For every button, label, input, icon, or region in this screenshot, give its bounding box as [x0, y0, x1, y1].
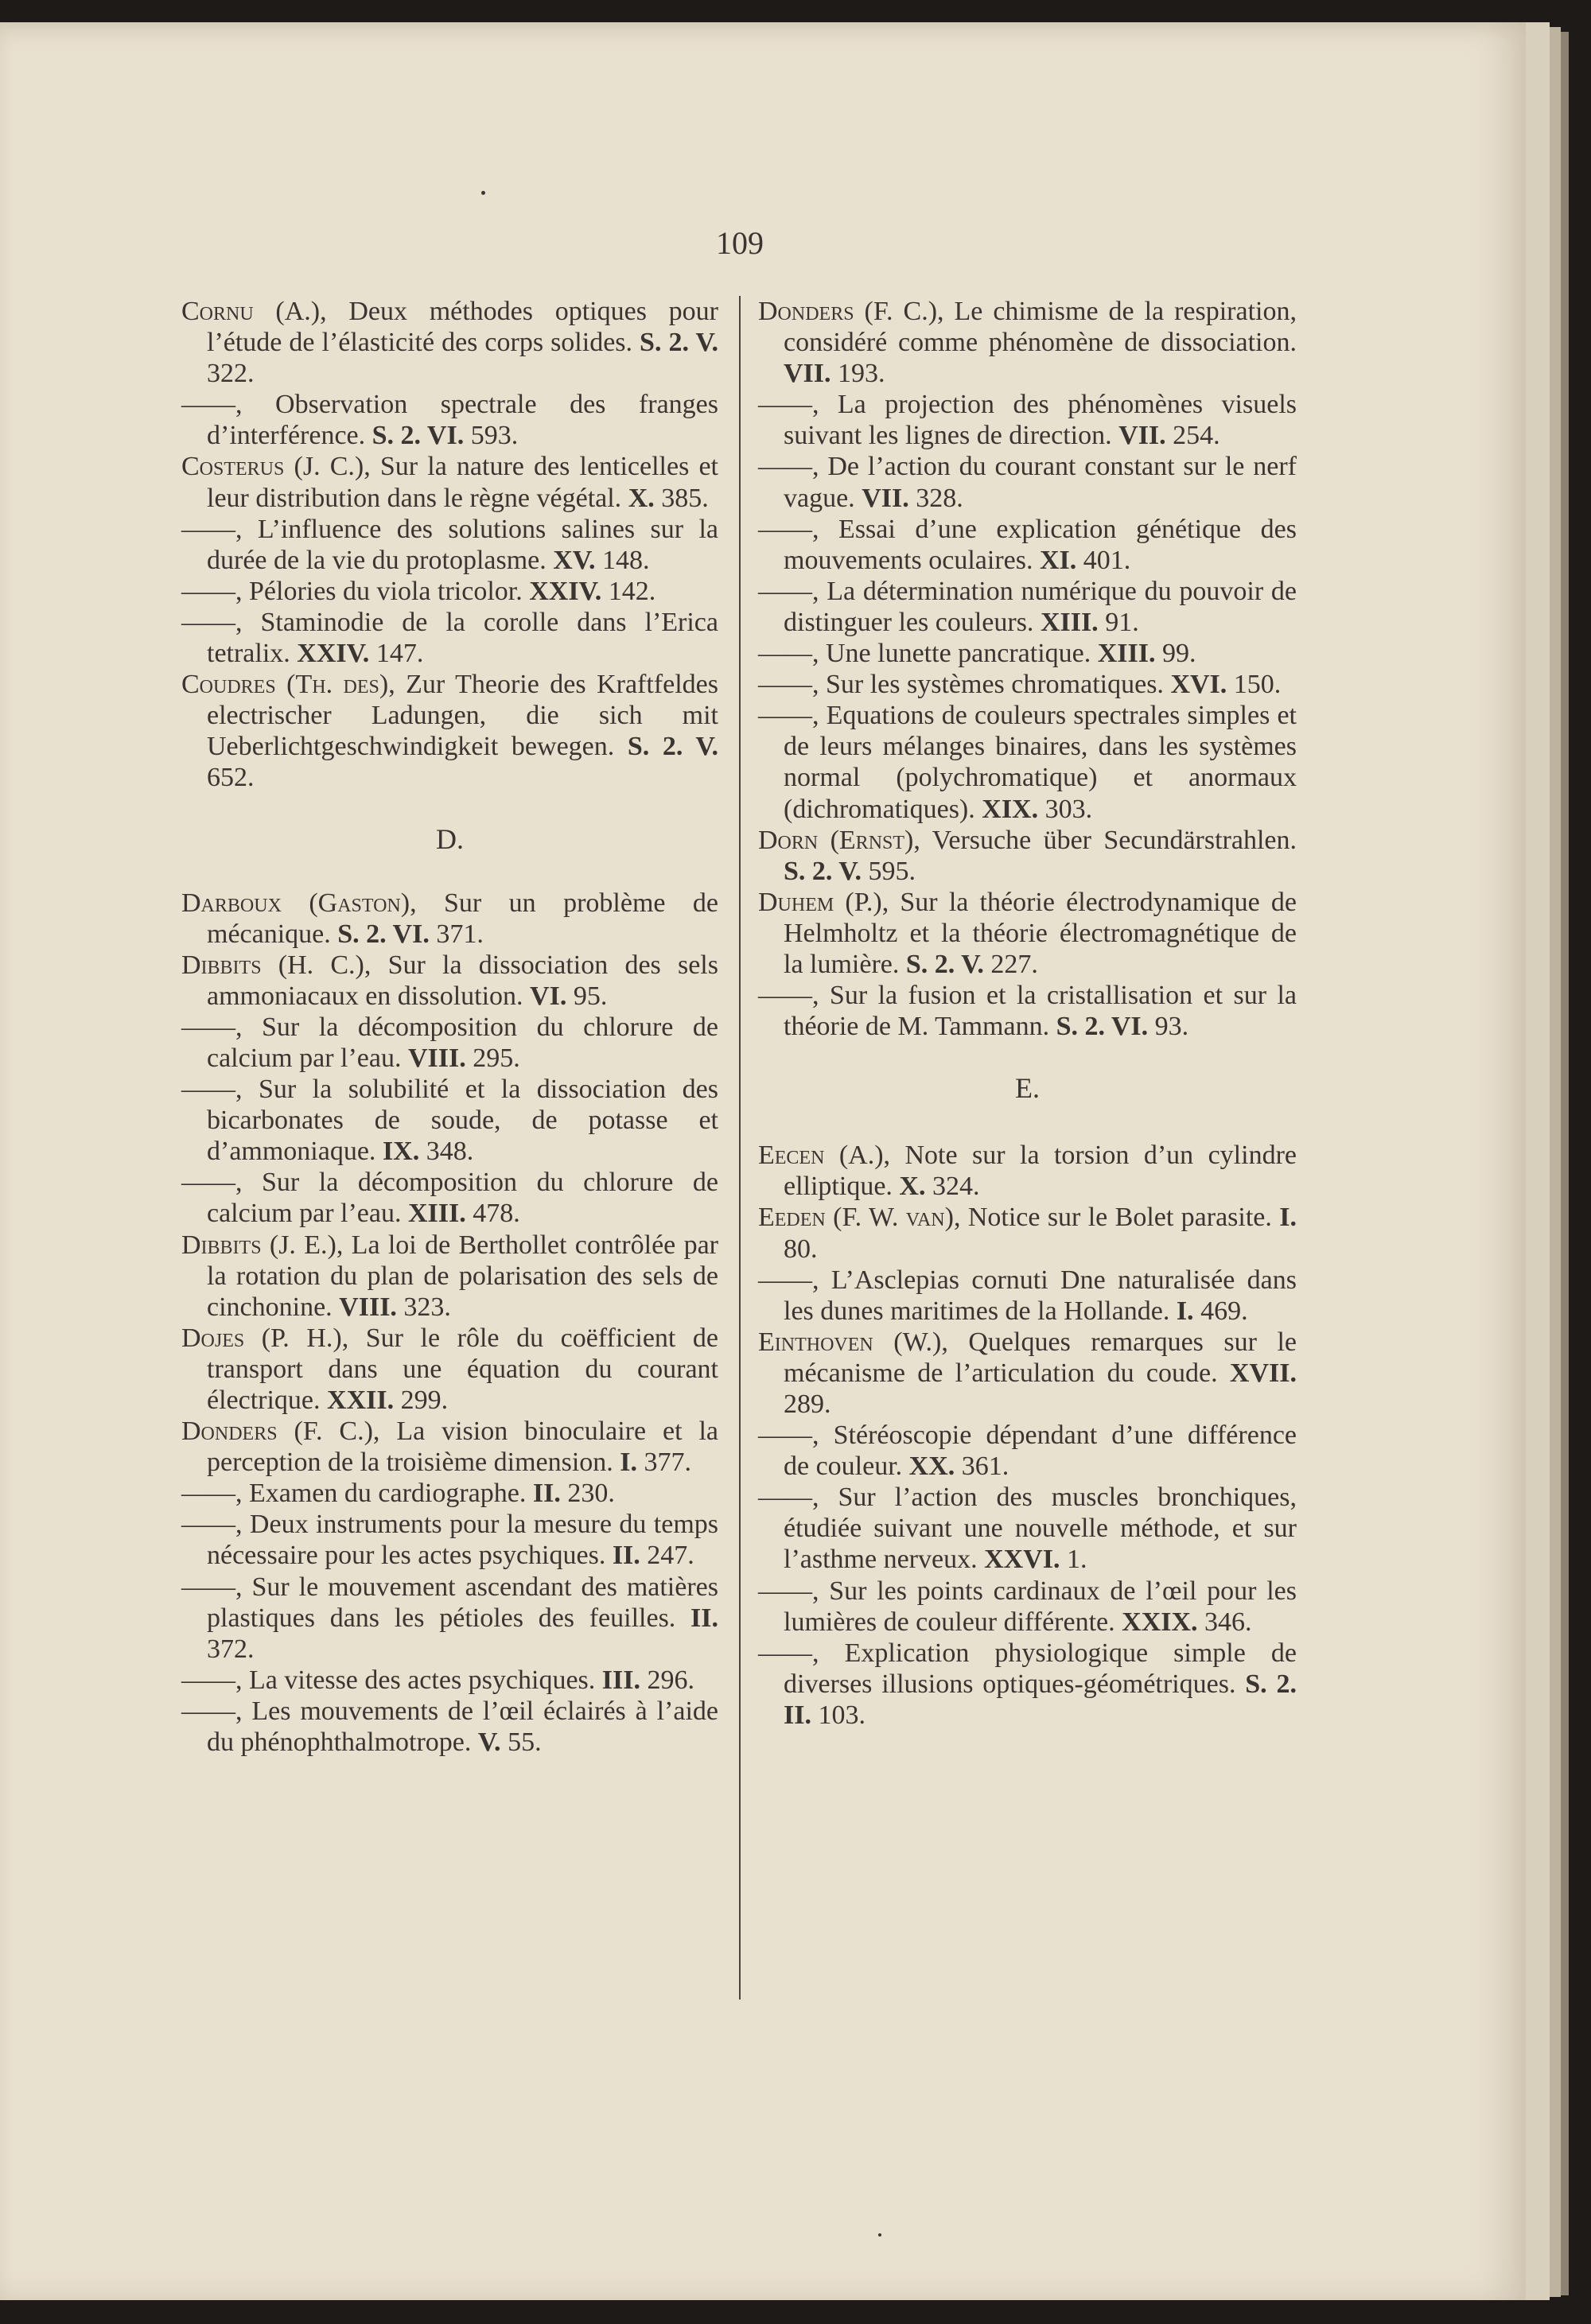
entry-author: ——,	[181, 1510, 243, 1540]
page-number: 109	[716, 225, 764, 261]
entry-author: ——,	[181, 1075, 243, 1105]
entry-page: 346.	[1197, 1607, 1252, 1637]
entry-author: ——,	[758, 1265, 819, 1295]
entry-page: 469.	[1193, 1296, 1248, 1326]
entry-title: Observation spectrale des franges d’interférence.	[207, 390, 718, 451]
entry-author: Cornu (A.),	[181, 297, 327, 326]
entry-reference: XXIX.	[1122, 1607, 1198, 1637]
entry-page: 289.	[784, 1389, 831, 1419]
entry-reference: X.	[899, 1172, 926, 1202]
entry-author: Darboux (Gaston),	[181, 888, 417, 918]
entry-author: ——,	[758, 1483, 819, 1513]
entry-reference: S. 2. V.	[640, 328, 719, 358]
entry-reference: II.	[690, 1603, 718, 1633]
entry-author: Eecen (A.),	[758, 1141, 891, 1171]
index-entry	[181, 1323, 718, 1416]
entry-list-c	[181, 296, 718, 794]
index-entry	[758, 1576, 1297, 1638]
entry-page: 80.	[784, 1234, 818, 1264]
entry-reference: XXII.	[327, 1385, 395, 1415]
entry-page: 95.	[566, 981, 608, 1011]
entry-author: ——,	[758, 514, 819, 544]
entry-title: Sur la théorie électrodynamique de Helmholtz et la théorie électromagnétique de la lumière.	[784, 887, 1297, 979]
entry-page: 372.	[207, 1634, 255, 1664]
entry-author: ——,	[181, 1665, 243, 1695]
entry-title: Stéréoscopie dépendant d’une différence de couleur.	[784, 1420, 1297, 1482]
entry-author: Dojes (P. H.),	[181, 1323, 349, 1353]
index-entry	[181, 1509, 718, 1571]
entry-title: Sur l’action des muscles bronchiques, étudiée suivant une nouvelle méthode, et sur l’asthme nerveux.	[784, 1483, 1297, 1575]
entry-page: 147.	[369, 639, 424, 669]
entry-page: 593.	[464, 421, 519, 451]
entry-reference: XXIV.	[529, 576, 602, 606]
index-entry	[758, 514, 1297, 576]
entry-page: 254.	[1165, 421, 1220, 451]
entry-page: 296.	[640, 1665, 694, 1695]
entry-reference: XIII.	[1040, 607, 1099, 637]
entry-page: 303.	[1038, 794, 1093, 824]
entry-title: Sur le mouvement ascendant des matières plastiques dans les pétioles des feuilles.	[207, 1572, 718, 1633]
index-entry	[758, 1420, 1297, 1482]
entry-reference: XIII.	[1097, 639, 1156, 669]
entry-reference: II.	[532, 1479, 561, 1509]
index-entry	[181, 1167, 718, 1229]
entry-page: 295.	[465, 1043, 520, 1073]
entry-title: Sur la dissociation des sels ammoniacaux en dissolution.	[207, 950, 718, 1011]
page-edge	[1526, 22, 1550, 2300]
entry-author: ——,	[181, 1168, 243, 1198]
entry-author: ——,	[181, 576, 243, 606]
entry-reference: XXIV.	[297, 639, 370, 669]
page-edge	[1550, 27, 1561, 2297]
entry-list-d-continued	[758, 296, 1297, 1042]
entry-page: 348.	[419, 1137, 474, 1167]
index-entry	[758, 296, 1297, 389]
index-entry	[758, 638, 1297, 669]
entry-reference: XXVI.	[984, 1545, 1060, 1575]
entry-page: 323.	[396, 1292, 451, 1322]
index-entry	[181, 1696, 718, 1758]
entry-page: 150.	[1227, 670, 1282, 700]
entry-title: La loi de Berthollet contrôlée par la rotation du plan de polarisation des sels de cinchonine.	[207, 1230, 718, 1322]
entry-reference: VI.	[530, 981, 567, 1011]
entry-title: Deux instruments pour la mesure du temps nécessaire pour les actes psychiques.	[207, 1510, 718, 1571]
entry-page: 328.	[908, 483, 963, 513]
entry-author: ——,	[181, 1012, 243, 1042]
entry-page: 55.	[500, 1727, 542, 1758]
index-entry	[181, 1416, 718, 1478]
entry-list-e	[758, 1140, 1297, 1731]
index-entry	[181, 296, 718, 389]
entry-title: Sur la solubilité et la dissociation des bicarbonates de soude, de potasse et d’ammoniaque.	[207, 1075, 718, 1167]
index-entry	[758, 980, 1297, 1042]
entry-reference: II.	[612, 1541, 640, 1571]
entry-author: ——,	[758, 452, 819, 482]
entry-page: 247.	[640, 1541, 694, 1571]
entry-reference: X.	[628, 483, 655, 513]
entry-title: Versuche über Secundärstrahlen.	[920, 825, 1297, 855]
index-entry	[758, 389, 1297, 451]
entry-page: 91.	[1098, 607, 1139, 637]
entry-title: Sur la décomposition du chlorure de calcium par l’eau.	[207, 1168, 718, 1229]
index-entry	[181, 1665, 718, 1696]
entry-title: Examen du cardiographe.	[242, 1479, 533, 1509]
entry-author: ——,	[758, 670, 819, 700]
entry-author: ——,	[758, 981, 819, 1011]
entry-page: 103.	[811, 1700, 866, 1730]
entry-page: 371.	[429, 919, 484, 949]
entry-reference: S. 2. V.	[627, 732, 718, 762]
index-entry	[758, 1140, 1297, 1202]
entry-author: Costerus (J. C.),	[181, 452, 371, 482]
entry-author: Dibbits (H. C.),	[181, 950, 371, 980]
entry-page: 385.	[654, 483, 709, 513]
index-entry	[758, 1265, 1297, 1327]
entry-page: 361.	[955, 1452, 1009, 1482]
entry-reference: V.	[477, 1727, 501, 1758]
entry-title: Sur un problème de mécanique.	[207, 888, 718, 949]
entry-reference: S. 2. V.	[905, 949, 984, 979]
entry-author: ——,	[758, 701, 819, 731]
column-divider	[739, 296, 741, 1999]
entry-author: Dorn (Ernst),	[758, 825, 920, 855]
entry-author: Einthoven (W.),	[758, 1327, 948, 1357]
index-entry	[181, 950, 718, 1012]
entry-reference: I.	[1176, 1296, 1194, 1326]
entry-page: 93.	[1148, 1012, 1189, 1042]
entry-title: Deux méthodes optiques pour l’étude de l’élasticité des corps solides.	[207, 297, 718, 358]
section-heading-d: D.	[436, 822, 464, 855]
entry-page: 324.	[925, 1172, 980, 1202]
entry-title: Le chimisme de la respiration, considéré comme phénomène de dissociation.	[784, 297, 1297, 358]
entry-title: Sur la fusion et la cristallisation et sur la théorie de M. Tammann.	[784, 981, 1297, 1042]
entry-reference: VIII.	[407, 1043, 466, 1073]
entry-reference: IX.	[382, 1137, 420, 1167]
paper-speck	[481, 191, 485, 195]
entry-title: La détermination numérique du pouvoir de distinguer les couleurs.	[784, 576, 1297, 637]
index-entry	[181, 888, 718, 950]
entry-page: 652.	[207, 763, 255, 793]
entry-list-d	[181, 888, 718, 1759]
entry-title: L’Asclepias cornuti Dne naturalisée dans les dunes maritimes de la Hollande.	[784, 1265, 1297, 1326]
index-entry	[758, 451, 1297, 513]
entry-author: Dibbits (J. E.),	[181, 1230, 344, 1260]
entry-page: 142.	[601, 576, 656, 606]
entry-reference: III.	[601, 1665, 640, 1695]
index-entry	[758, 576, 1297, 638]
index-entry	[181, 514, 718, 576]
index-entry	[181, 607, 718, 669]
entry-title: Les mouvements de l’œil éclairés à l’aide du phénophthalmotrope.	[207, 1696, 718, 1758]
entry-author: Eeden (F. W. van),	[758, 1203, 961, 1233]
entry-author: Donders (F. C.),	[758, 297, 944, 326]
entry-author: ——,	[181, 1696, 243, 1726]
entry-author: ——,	[758, 639, 819, 669]
entry-reference: XX.	[908, 1452, 955, 1482]
index-entry	[758, 825, 1297, 887]
section-heading-e: E.	[1015, 1072, 1040, 1105]
entry-reference: XVI.	[1170, 670, 1227, 700]
entry-page: 377.	[637, 1448, 692, 1478]
entry-author: Donders (F. C.),	[181, 1417, 380, 1447]
entry-page: 148.	[595, 545, 650, 575]
entry-author: Coudres (Th. des),	[181, 670, 395, 700]
entry-reference: I.	[620, 1448, 638, 1478]
entry-title: Zur Theorie des Kraftfeldes electrischer Ladungen, die sich mit Ueberlichtgeschwindigkeit bewegen.	[207, 670, 718, 762]
entry-author: ——,	[758, 1420, 819, 1451]
entry-reference: S. 2. VI.	[371, 421, 465, 451]
entry-author: ——,	[181, 607, 243, 637]
entry-reference: XV.	[553, 545, 596, 575]
index-entry	[758, 669, 1297, 700]
entry-title: Sur la nature des lenticelles et leur distribution dans le règne végétal.	[207, 452, 719, 513]
entry-title: Une lunette pancratique.	[819, 639, 1098, 669]
entry-title: Staminodie de la corolle dans l’Erica tetralix.	[207, 607, 718, 669]
entry-title: Equations de couleurs spectrales simples et de leurs mélanges binaires, dans les systèmes normal (polychromatique) et anormaux (dichromatiques).	[784, 701, 1297, 824]
entry-page: 227.	[983, 949, 1038, 979]
entry-author: ——,	[758, 1638, 819, 1668]
entry-title: De l’action du courant constant sur le nerf vague.	[784, 452, 1297, 513]
entry-reference: VII.	[784, 359, 831, 389]
entry-reference: S. 2. II.	[784, 1669, 1297, 1730]
index-entry	[758, 700, 1297, 824]
entry-page: 322.	[207, 359, 255, 389]
entry-page: 230.	[560, 1479, 615, 1509]
entry-reference: VII.	[1118, 421, 1166, 451]
entry-reference: S. 2. VI.	[1056, 1012, 1149, 1042]
entry-title: La projection des phénomènes visuels suivant les lignes de direction.	[784, 390, 1297, 451]
paper-speck	[878, 2233, 881, 2237]
index-entry	[758, 1482, 1297, 1575]
page-edge	[1561, 32, 1569, 2295]
index-entry	[181, 389, 718, 451]
entry-reference: VII.	[862, 483, 909, 513]
index-entry	[181, 1074, 718, 1167]
index-entry	[181, 1572, 718, 1665]
index-entry	[758, 1202, 1297, 1264]
entry-page: 1.	[1060, 1545, 1087, 1575]
entry-title: Essai d’une explication génétique des mouvements oculaires.	[784, 514, 1297, 575]
entry-page: 99.	[1155, 639, 1196, 669]
entry-reference: XIX.	[982, 794, 1039, 824]
entry-reference: I.	[1279, 1203, 1297, 1233]
index-entry	[181, 576, 718, 607]
index-entry	[758, 1327, 1297, 1420]
entry-author: ——,	[758, 1576, 819, 1606]
entry-author: ——,	[758, 576, 819, 606]
entry-author: ——,	[181, 390, 243, 420]
entry-title: Sur les systèmes chromatiques.	[819, 670, 1171, 700]
entry-page: 193.	[831, 359, 885, 389]
entry-title: Sur le rôle du coëfficient de transport dans une équation du courant électrique.	[207, 1323, 719, 1415]
entry-author: ——,	[758, 390, 819, 420]
entry-title: La vitesse des actes psychiques.	[242, 1665, 602, 1695]
entry-title: L’influence des solutions salines sur la durée de la vie du protoplasme.	[207, 514, 718, 575]
entry-reference: VIII.	[339, 1292, 397, 1322]
entry-title: Notice sur le Bolet parasite.	[960, 1203, 1280, 1233]
entry-title: Explication physiologique simple de diverses illusions optiques-géométriques.	[784, 1638, 1297, 1699]
entry-author: ——,	[181, 1572, 243, 1602]
index-entry	[758, 887, 1297, 980]
index-entry	[181, 451, 718, 513]
left-column	[181, 296, 718, 1758]
entry-page: 595.	[861, 856, 916, 886]
index-entry	[758, 1638, 1297, 1731]
entry-author: ——,	[181, 1479, 243, 1509]
index-entry	[181, 1478, 718, 1509]
index-entry	[181, 1230, 718, 1323]
entry-title: Sur les points cardinaux de l’œil pour les lumières de couleur différente.	[784, 1576, 1297, 1637]
entry-page: 401.	[1076, 545, 1131, 575]
entry-page: 299.	[394, 1385, 449, 1415]
entry-reference: XVII.	[1229, 1358, 1297, 1388]
entry-title: La vision binoculaire et la perception de la troisième dimension.	[207, 1417, 719, 1478]
entry-author: ——,	[181, 514, 243, 544]
index-entry	[181, 1012, 718, 1074]
entry-title: Quelques remarques sur le mécanisme de l’articulation du coude.	[784, 1327, 1297, 1388]
right-column	[758, 296, 1297, 1731]
entry-reference: XIII.	[407, 1199, 466, 1229]
entry-title: Pélories du viola tricolor.	[242, 576, 530, 606]
entry-reference: XI.	[1039, 545, 1077, 575]
entry-page: 478.	[465, 1199, 520, 1229]
entry-title: Sur la décomposition du chlorure de calcium par l’eau.	[207, 1012, 718, 1073]
index-entry	[181, 669, 718, 793]
entry-author: Duhem (P.),	[758, 887, 889, 917]
entry-title: Note sur la torsion d’un cylindre elliptique.	[784, 1141, 1297, 1202]
entry-reference: S. 2. VI.	[337, 919, 430, 949]
entry-reference: S. 2. V.	[784, 856, 862, 886]
